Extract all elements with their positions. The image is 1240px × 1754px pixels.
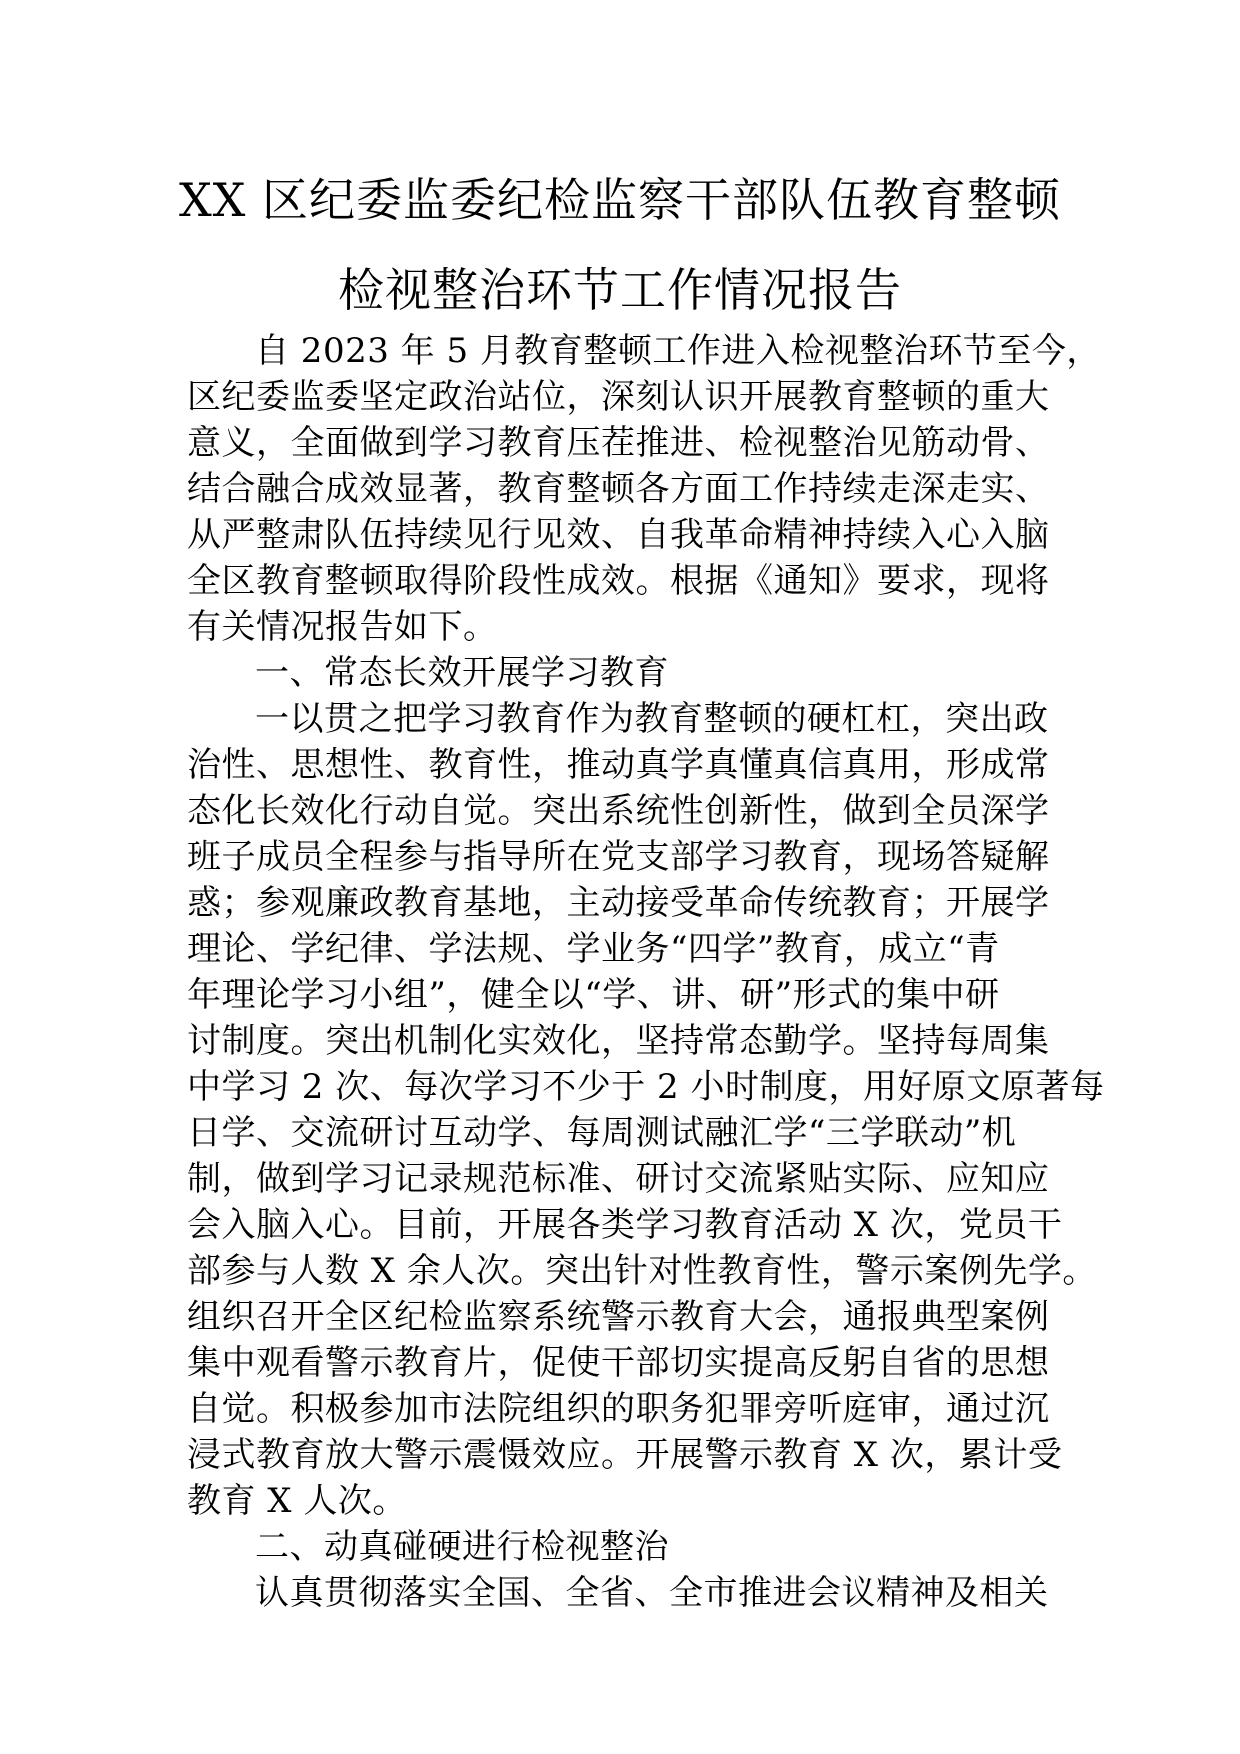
title-line-1: XX 区纪委监委纪检监察干部队伍教育整顿: [178, 173, 1062, 227]
document-title: [130, 155, 1110, 335]
body-line: 讨制度。突出机制化实效化，坚持常态勤学。坚持每周集: [187, 1021, 1050, 1061]
body-line: 治性、思想性、教育性，推动真学真懂真信真用，形成常: [187, 745, 1050, 785]
document-body: [187, 328, 1105, 1616]
body-line: 制，做到学习记录规范标准、研讨交流紧贴实际、应知应: [187, 1159, 1050, 1199]
body-line: 一以贯之把学习教育作为教育整顿的硬杠杠，突出政: [255, 699, 1049, 739]
body-line: 教育 X 人次。: [187, 1481, 407, 1521]
body-line: 二、动真碰硬进行检视整治: [255, 1527, 669, 1567]
body-line: 中学习 2 次、每次学习不少于 2 小时制度，用好原文原著每: [187, 1067, 1105, 1107]
body-line: 年理论学习小组”，健全以“学、讲、研”形式的集中研: [187, 975, 1000, 1015]
body-line: 从严整肃队伍持续见行见效、自我革命精神持续入心入脑: [187, 515, 1050, 555]
body-line: 结合融合成效显著，教育整顿各方面工作持续走深走实、: [187, 469, 1050, 509]
body-line: 意义，全面做到学习教育压茬推进、检视整治见筋动骨、: [187, 423, 1050, 463]
body-line: 班子成员全程参与指导所在党支部学习教育，现场答疑解: [187, 837, 1050, 877]
body-line: 自 2023 年 5 月教育整顿工作进入检视整治环节至今，: [255, 331, 1101, 371]
body-line: 日学、交流研讨互动学、每周测试融汇学“三学联动”机: [187, 1113, 1017, 1153]
body-line: 集中观看警示教育片，促使干部切实提高反躬自省的思想: [187, 1343, 1050, 1383]
body-line: 态化长效化行动自觉。突出系统性创新性，做到全员深学: [187, 791, 1050, 831]
body-line: 理论、学纪律、学法规、学业务“四学”教育，成立“青: [187, 929, 1000, 969]
body-line: 认真贯彻落实全国、全省、全市推进会议精神及相关: [255, 1573, 1049, 1613]
body-line: 有关情况报告如下。: [187, 607, 498, 647]
body-line: 自觉。积极参加市法院组织的职务犯罪旁听庭审，通过沉: [187, 1389, 1050, 1429]
body-line: 惑；参观廉政教育基地，主动接受革命传统教育；开展学: [187, 883, 1050, 923]
body-line: 全区教育整顿取得阶段性成效。根据《通知》要求，现将: [187, 561, 1050, 601]
body-line: 部参与人数 X 余人次。突出针对性教育性，警示案例先学。: [187, 1251, 1097, 1291]
body-line: 浸式教育放大警示震慑效应。开展警示教育 X 次，累计受: [187, 1435, 1063, 1475]
body-line: 区纪委监委坚定政治站位，深刻认识开展教育整顿的重大: [187, 377, 1050, 417]
body-line: 一、常态长效开展学习教育: [255, 653, 669, 693]
body-line: 组织召开全区纪检监察系统警示教育大会，通报典型案例: [187, 1297, 1050, 1337]
body-line: 会入脑入心。目前，开展各类学习教育活动 X 次，党员干: [187, 1205, 1063, 1245]
title-line-2: 检视整治环节工作情况报告: [338, 263, 902, 317]
